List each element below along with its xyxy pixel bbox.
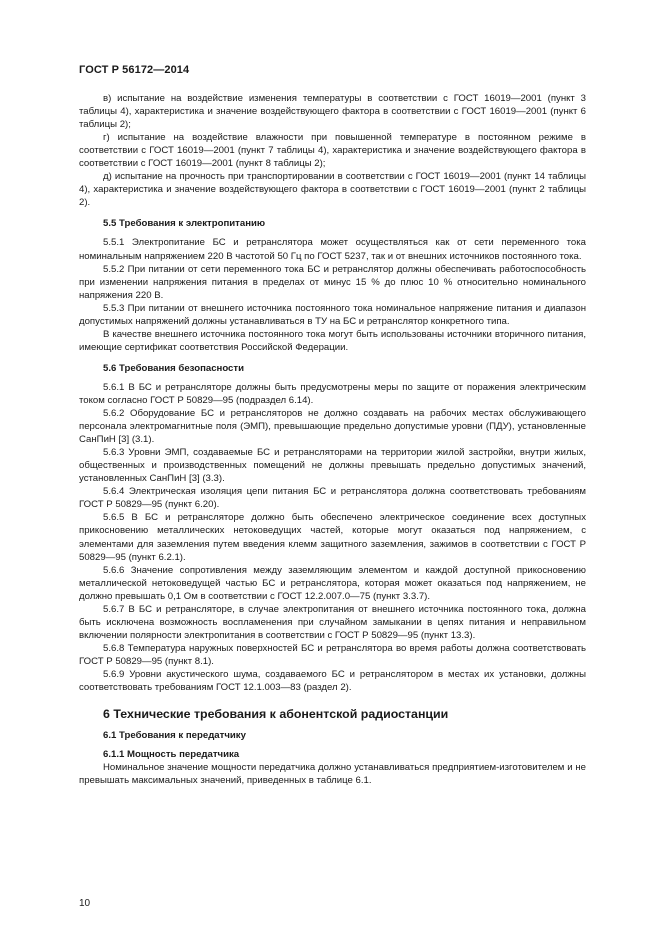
paragraph-5-6-2: 5.6.2 Оборудование БС и ретрансляторов не должно создавать на рабочих местах обслуживающего персонала электромагнитные поля (ЭМП), превышающие предельно допустимые уровни (ПДУ), установленные СанПиН [3] (3.1).: [79, 408, 586, 446]
document-body: [79, 92, 586, 787]
section-heading-5-5: 5.5 Требования к электропитанию: [103, 218, 266, 230]
document-header-id: ГОСТ Р 56172—2014: [79, 64, 190, 76]
section-heading-6-1-1: 6.1.1 Мощность передатчика: [103, 749, 240, 761]
paragraph-5-6-1: 5.6.1 В БС и ретрансляторе должны быть предусмотрены меры по защите от поражения электрическим током согласно ГОСТ Р 50829—95 (подраздел 6.14).: [79, 381, 586, 406]
list-item-v: в) испытание на воздействие изменения температуры в соответствии с ГОСТ 16019—2001 (пункт 3 таблицы 4), характеристика и значение воздействующего фактора в соответствии с ГОСТ 16019—2001 (пункт 6 таблицы 2);: [79, 93, 586, 131]
paragraph-5-6-9: 5.6.9 Уровни акустического шума, создаваемого БС и ретранслятором в местах их установки, должны соответствовать требованиям ГОСТ 12.1.003—83 (раздел 2).: [79, 668, 586, 694]
paragraph-5-5-2: 5.5.2 При питании от сети переменного тока БС и ретранслятор должны обеспечивать работоспособность при изменении напряжения питания в пределах от минус 15 % до плюс 10 % относительно номинального напряжения 220 В.: [79, 263, 586, 301]
page-number: 10: [79, 898, 91, 909]
section-heading-5-6: 5.6 Требования безопасности: [103, 362, 244, 374]
paragraph-6-1-1: Номинальное значение мощности передатчика должно устанавливаться предприятием-изготовителем и не превышать максимальных значений, приведенных в таблице 6.1.: [79, 762, 586, 787]
section-heading-6-1: 6.1 Требования к передатчику: [103, 730, 246, 742]
paragraph-5-6-7: 5.6.7 В БС и ретрансляторе, в случае электропитания от внешнего источника постоянного тока, должна быть исключена возможность воспламенения при случайном замыкании в цепях питания и неправильном включении полярности электропитания в соответствии с ГОСТ Р 50829—95 (пункт 13.3).: [79, 603, 586, 641]
section-heading-6: 6 Технические требования к абонентской радиостанции: [103, 707, 449, 722]
paragraph-5-6-5: 5.6.5 В БС и ретрансляторе должно быть обеспечено электрическое соединение всех доступных прикосновению металлических нетоковедущих частей, которые могут оказаться под напряжением, с элементами для заземления путем введения клемм защитного заземления, зажимов в соответствии с ГОСТ Р 50829—95 (пункт 6.2.1).: [79, 512, 586, 563]
paragraph-5-6-6: 5.6.6 Значение сопротивления между заземляющим элементом и каждой доступной прикосновению металлической нетоковедущей частью БС и ретранслятора, которая может оказаться под напряжением, не должно превышать 0,1 Ом в соответствии с ГОСТ 12.2.007.0—75 (пункт 3.3.7).: [79, 564, 586, 602]
paragraph-5-5-1: 5.5.1 Электропитание БС и ретранслятора может осуществляться как от сети переменного тока номинальным напряжением 220 В частотой 50 Гц по ГОСТ 5237, так и от внешних источников постоянного тока.: [79, 237, 586, 262]
paragraph-5-6-3: 5.6.3 Уровни ЭМП, создаваемые БС и ретрансляторами на территории жилой застройки, внутри жилых, общественных и производственных помещений не должны превышать предельно допустимых значений, установленных СанПиН [3] (3.3).: [79, 447, 586, 485]
paragraph-5-6-8: 5.6.8 Температура наружных поверхностей БС и ретранслятора во время работы должна соответствовать ГОСТ Р 50829—95 (пункт 8.1).: [79, 642, 586, 667]
list-item-g: г) испытание на воздействие влажности при повышенной температуре в постоянном режиме в соответствии с ГОСТ 16019—2001 (пункт 7 таблицы 4), характеристика и значение воздействующего фактора в соответствии с ГОСТ 16019—2001 (пункт 8 таблицы 2);: [79, 132, 586, 170]
paragraph-5-5-3-note: В качестве внешнего источника постоянного тока могут быть использованы источники вторичного питания, имеющие сертификат соответствия Российской Федерации.: [79, 328, 586, 353]
list-item-d: д) испытание на прочность при транспортировании в соответствии с ГОСТ 16019—2001 (пункт 14 таблицы 4), характеристика и значение воздействующего фактора в соответствии с ГОСТ 16019—2001 (пункт 2 таблицы 2).: [79, 171, 586, 209]
paragraph-5-6-4: 5.6.4 Электрическая изоляция цепи питания БС и ретранслятора должна соответствовать требованиям ГОСТ Р 50829—95 (пункт 6.20).: [79, 486, 586, 511]
paragraph-5-5-3: 5.5.3 При питании от внешнего источника постоянного тока номинальное напряжение питания и диапазон допустимых напряжений должны устанавливаться в ТУ на БС и ретранслятор конкретного типа.: [79, 302, 586, 327]
